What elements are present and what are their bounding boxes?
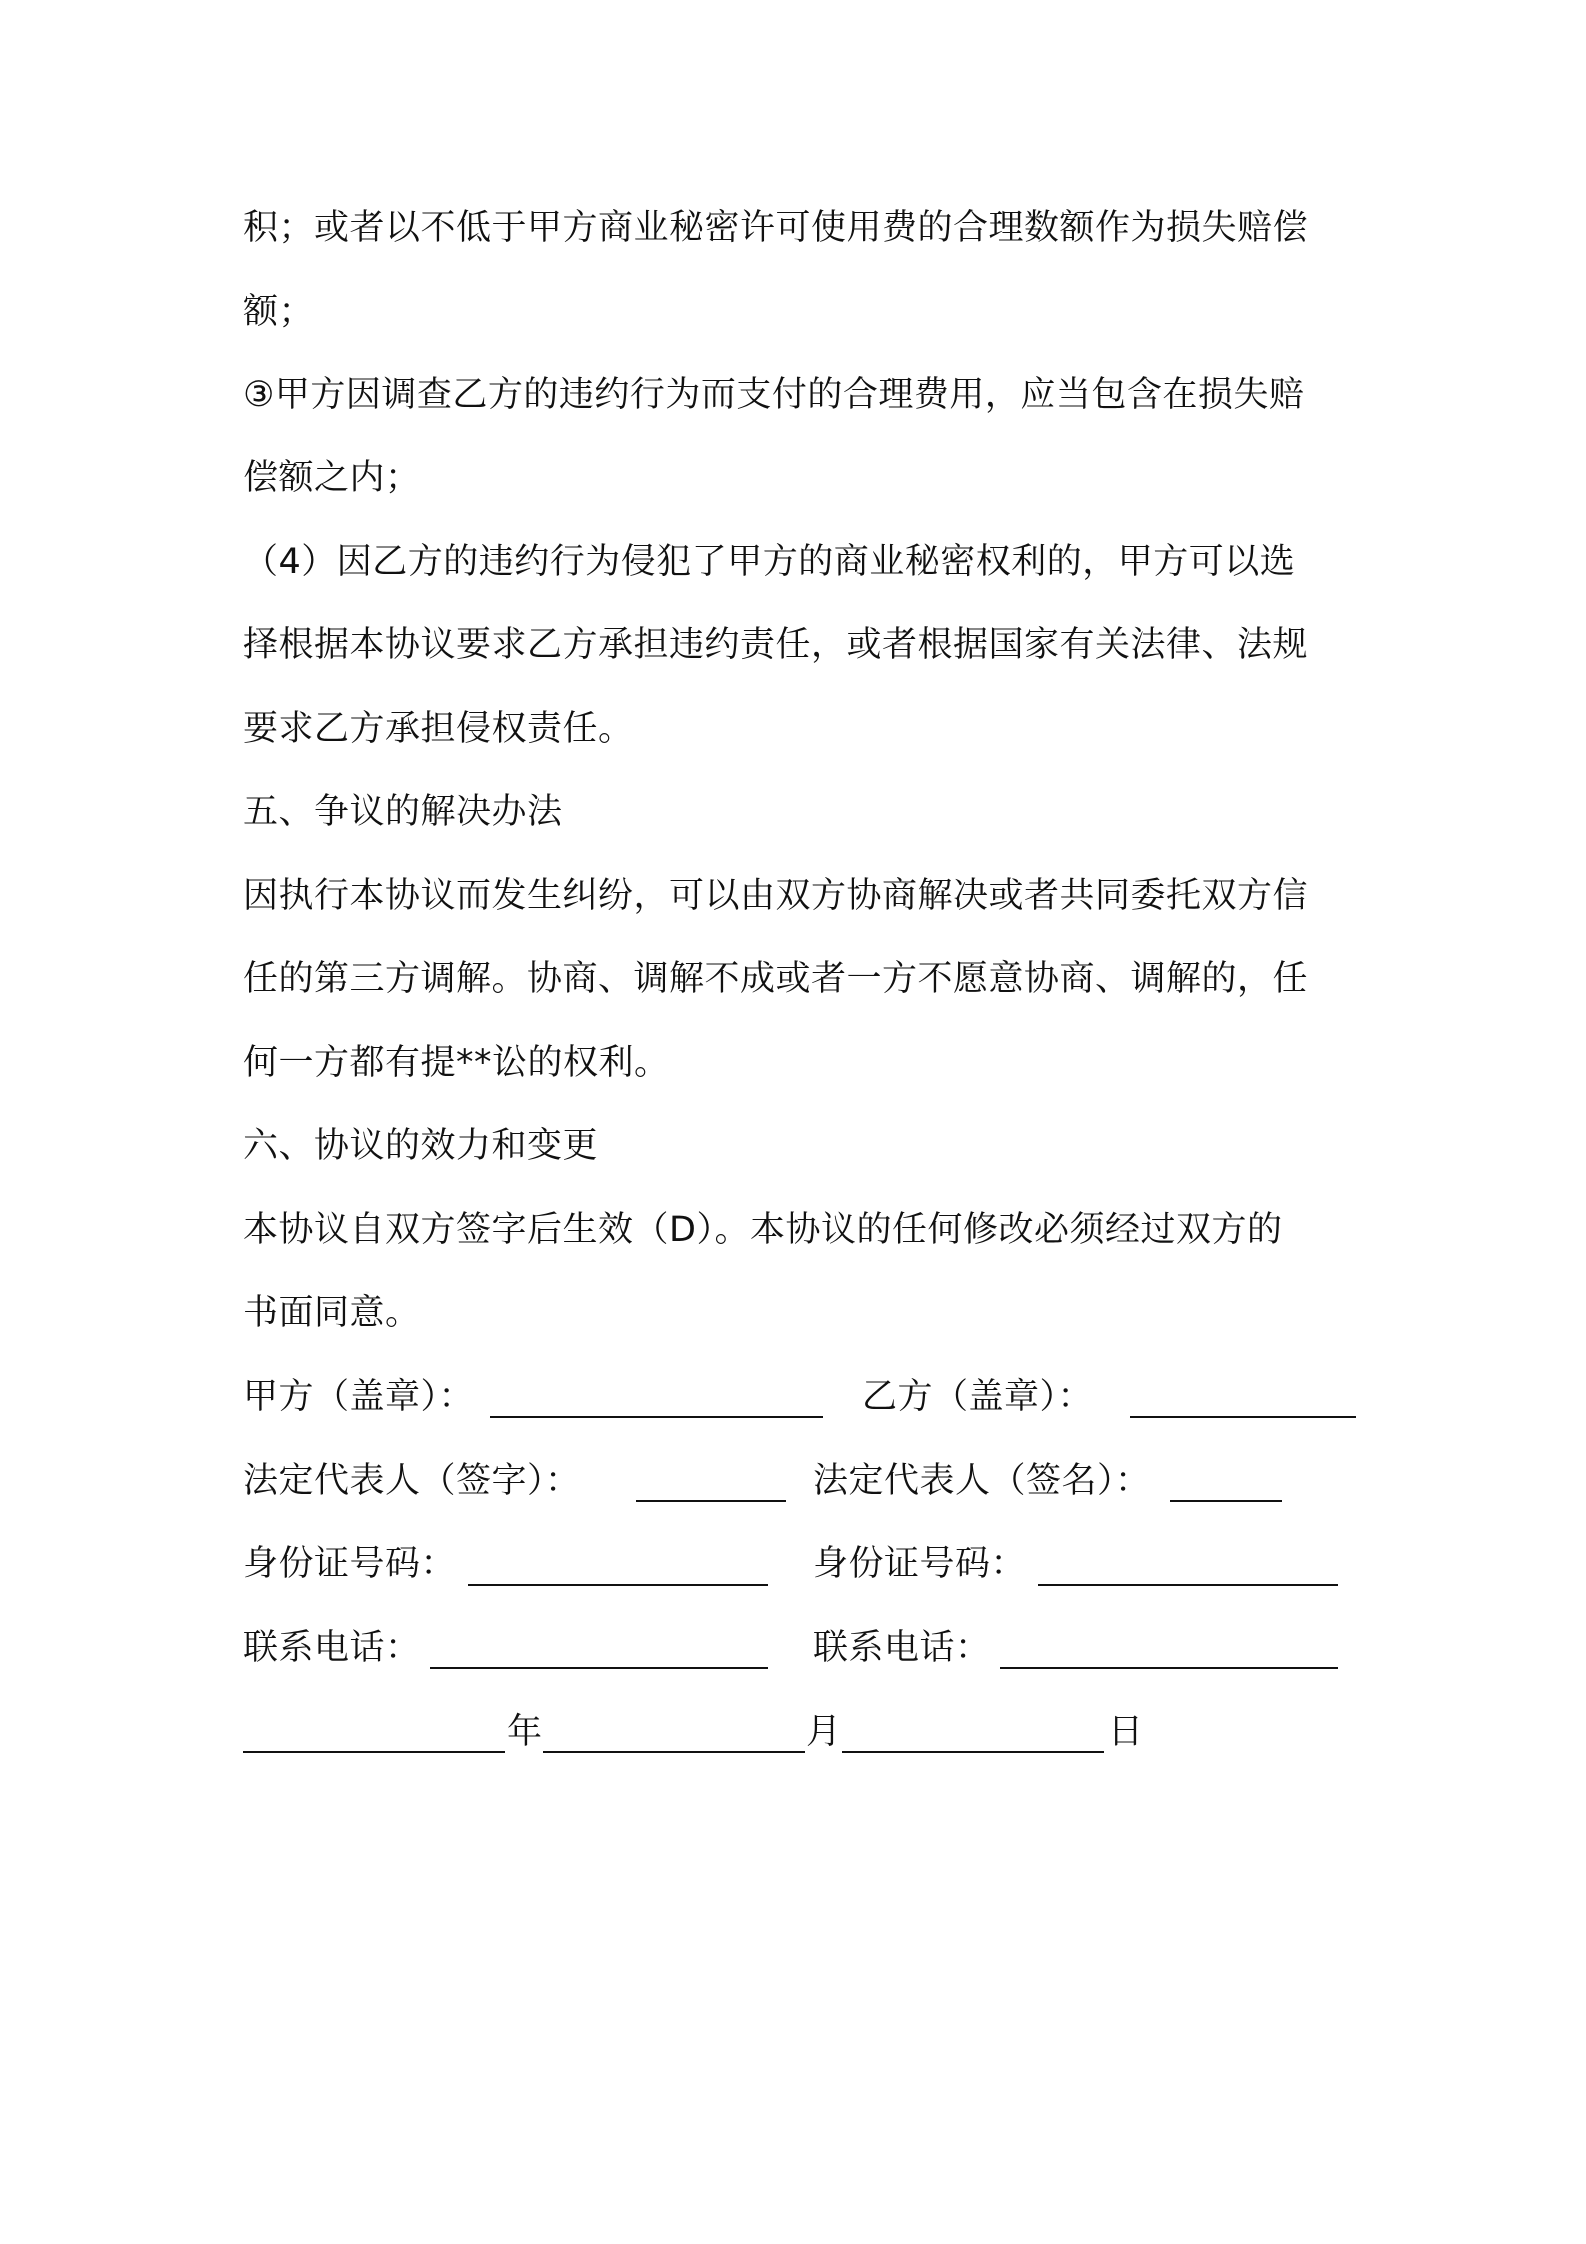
phone-a-label: 联系电话： (243, 1628, 421, 1668)
paragraph-line: 额； (243, 292, 315, 332)
month-blank (543, 1751, 805, 1753)
section-heading: 五、争议的解决办法 (243, 792, 563, 832)
paragraph-line: 偿额之内； (243, 458, 421, 498)
paragraph-line: （4）因乙方的违约行为侵犯了甲方的商业秘密权利的，甲方可以选 (243, 542, 1296, 582)
party-b-seal-label: 乙方（盖章）： (862, 1377, 1094, 1417)
paragraph-line: 任的第三方调解。协商、调解不成或者一方不愿意协商、调解的，任 (243, 959, 1309, 999)
paragraph-line: 积；或者以不低于甲方商业秘密许可使用费的合理数额作为损失赔偿 (243, 208, 1309, 248)
paragraph-line: 因执行本协议而发生纠纷，可以由双方协商解决或者共同委托双方信 (243, 876, 1309, 916)
party-a-seal-blank (490, 1416, 823, 1418)
paragraph-line: 择根据本协议要求乙方承担违约责任，或者根据国家有关法律、法规 (243, 625, 1309, 665)
id-b-blank (1038, 1584, 1338, 1586)
year-label: 年 (507, 1712, 543, 1752)
paragraph-line: 本协议自双方签字后生效（D）。本协议的任何修改必须经过双方的 (243, 1210, 1283, 1250)
party-a-seal-label: 甲方（盖章）： (243, 1377, 475, 1417)
rep-b-label: 法定代表人（签名）： (813, 1461, 1151, 1501)
day-label: 日 (1108, 1712, 1144, 1752)
rep-a-label: 法定代表人（签字）： (243, 1461, 581, 1501)
paragraph-line: 何一方都有提**讼的权利。 (243, 1043, 670, 1083)
id-b-label: 身份证号码： (813, 1544, 1027, 1584)
id-a-label: 身份证号码： (243, 1544, 457, 1584)
phone-a-blank (430, 1667, 768, 1669)
year-blank (243, 1751, 505, 1753)
section-heading: 六、协议的效力和变更 (243, 1126, 599, 1166)
day-blank (842, 1751, 1104, 1753)
party-b-seal-blank (1130, 1416, 1356, 1418)
id-a-blank (468, 1584, 768, 1586)
paragraph-line: 要求乙方承担侵权责任。 (243, 709, 634, 749)
rep-b-blank (1170, 1500, 1282, 1502)
paragraph-line: ③甲方因调查乙方的违约行为而支付的合理费用，应当包含在损失赔 (243, 375, 1305, 415)
month-label: 月 (806, 1712, 842, 1752)
phone-b-blank (1000, 1667, 1338, 1669)
paragraph-line: 书面同意。 (243, 1293, 421, 1333)
phone-b-label: 联系电话： (813, 1628, 991, 1668)
rep-a-blank (636, 1500, 786, 1502)
